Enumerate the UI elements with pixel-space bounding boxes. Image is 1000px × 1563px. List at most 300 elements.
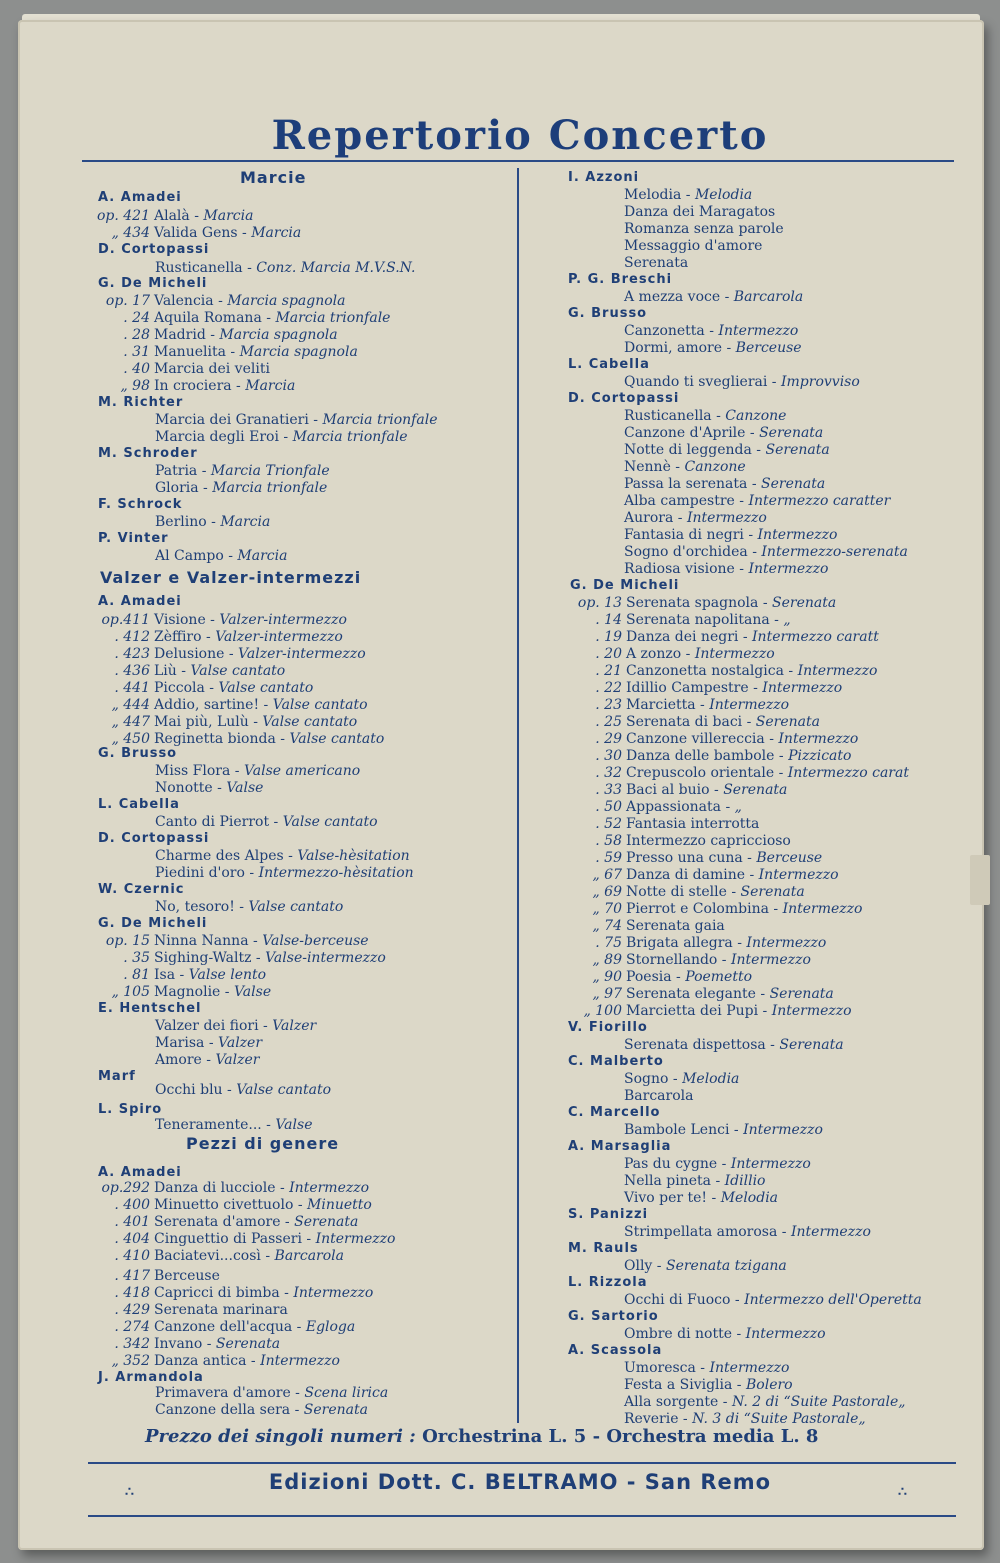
genre-separator: - [747, 476, 762, 492]
piece-title: Marcia degli Eroi [155, 429, 279, 445]
composer-name: J. Armandola [98, 1370, 204, 1385]
piece-title: Canto di Pierrot [155, 814, 270, 830]
piece-genre: Intermezzo [748, 561, 829, 577]
catalog-entry [566, 833, 791, 849]
composer-name: L. Spiro [98, 1102, 163, 1117]
catalog-entry [624, 527, 837, 543]
genre-separator: - [717, 1156, 731, 1172]
title-rule [82, 160, 954, 162]
catalog-entry [155, 1402, 368, 1418]
piece-genre: Intermezzo [709, 697, 790, 713]
catalog-entry [566, 731, 858, 747]
piece-genre: Berceuse [756, 850, 823, 866]
catalog-entry [566, 935, 826, 951]
section-heading: Marcie [240, 168, 307, 187]
genre-separator: - [206, 514, 221, 530]
catalog-entry [624, 408, 786, 424]
opus-number: op. 15 [105, 933, 150, 949]
piece-title: Canzone della sera [155, 1402, 291, 1418]
piece-genre: Marcia trionfale [275, 310, 391, 326]
price-label: Prezzo dei singoli numeri : [145, 1426, 416, 1447]
genre-separator: - [234, 899, 249, 915]
piece-genre: Intermezzo [686, 510, 767, 526]
catalog-entry [155, 814, 378, 830]
piece-genre: Serenata [779, 1037, 844, 1053]
catalog-entry [624, 1156, 811, 1172]
piece-genre: Valse cantato [262, 714, 358, 730]
catalog-entry [94, 680, 313, 696]
genre-separator: - [707, 1190, 721, 1206]
catalog-entry [624, 323, 798, 339]
catalog-entry [94, 663, 285, 679]
catalog-entry [566, 901, 862, 917]
catalog-entry [94, 327, 338, 343]
piece-title: Crepuscolo orientale [626, 765, 775, 781]
genre-separator: - [261, 310, 276, 326]
catalog-entry [566, 816, 759, 832]
genre-separator: - [671, 969, 686, 985]
catalog-entry [155, 1385, 388, 1401]
piece-title: Marcietta dei Pupi [626, 1003, 759, 1019]
opus-number: „ 450 [111, 731, 150, 747]
piece-genre: Intermezzo [731, 952, 811, 968]
piece-title: Canzone villereccia [626, 731, 765, 747]
ornament-left: ∴ [125, 1484, 134, 1500]
opus-number: . 400 [114, 1197, 150, 1213]
genre-separator: - [205, 612, 220, 628]
catalog-entry [624, 1088, 693, 1104]
genre-separator: - [242, 260, 257, 276]
piece-title: Pas du cygne [624, 1156, 718, 1172]
genre-separator: - [695, 697, 710, 713]
piece-genre: Valse cantato [272, 697, 368, 713]
piece-title: Strimpellata amorosa [624, 1224, 778, 1240]
genre-separator: - [774, 748, 789, 764]
genre-separator: - [261, 1117, 276, 1133]
opus-number: . 429 [114, 1302, 150, 1318]
piece-genre: Idillio [724, 1173, 766, 1189]
genre-separator: - [695, 1360, 710, 1376]
piece-genre: Scena lirica [304, 1385, 389, 1401]
catalog-entry [155, 548, 287, 564]
piece-genre: Intermezzo-hèsitation [258, 865, 414, 881]
piece-title: Berceuse [154, 1268, 220, 1284]
piece-genre: Melodia [694, 187, 753, 203]
genre-separator: - [767, 374, 781, 390]
piece-genre: Minuetto [307, 1197, 372, 1213]
piece-genre: Intermezzo [758, 867, 839, 883]
genre-separator: - [248, 714, 263, 730]
genre-separator: - [711, 408, 726, 424]
genre-separator: - [231, 378, 246, 394]
catalog-entry [94, 378, 295, 394]
genre-separator: - [260, 1248, 275, 1264]
piece-title: Rusticanella [624, 408, 712, 424]
piece-title: Amore [155, 1052, 202, 1068]
paper-tab [970, 855, 990, 905]
piece-title: Primavera d'amore [155, 1385, 291, 1401]
piece-genre: Serenata [759, 425, 824, 441]
opus-number: op.411 [101, 612, 150, 628]
catalog-entry [94, 950, 386, 966]
opus-number: . 441 [114, 680, 150, 696]
opus-number: . 31 [123, 344, 150, 360]
ornament-right: ∴ [898, 1484, 907, 1500]
composer-name: A. Scassola [568, 1343, 663, 1358]
composer-name: A. Marsaglia [568, 1139, 672, 1154]
composer-name: G. Brusso [568, 306, 648, 321]
composer-name: D. Cortopassi [568, 391, 680, 406]
opus-number: . 401 [114, 1214, 150, 1230]
genre-separator: - [279, 1285, 294, 1301]
piece-genre: Marcia [237, 548, 288, 564]
genre-separator: - [720, 289, 734, 305]
catalog-entry [94, 646, 366, 662]
piece-genre: Serenata [215, 1336, 281, 1352]
composer-name: L. Cabella [568, 357, 650, 372]
catalog-entry [566, 867, 839, 883]
piece-genre: Valzer [218, 1035, 263, 1051]
piece-title: Alba campestre [624, 493, 735, 509]
piece-title: Serenata spagnola [626, 595, 759, 611]
catalog-entry [94, 225, 301, 241]
genre-separator: - [765, 1037, 780, 1053]
piece-title: Sogno [624, 1071, 669, 1087]
piece-title: Marisa [155, 1035, 205, 1051]
piece-title: Valzer dei fiori [155, 1018, 259, 1034]
piece-title: Fantasia interrotta [626, 816, 760, 832]
catalog-entry [566, 1003, 852, 1019]
catalog-entry [94, 1180, 369, 1196]
piece-title: Pierrot e Colombina [626, 901, 769, 917]
composer-name: D. Cortopassi [98, 831, 210, 846]
opus-number: . 30 [595, 748, 622, 764]
piece-genre: Valse-berceuse [262, 933, 369, 949]
piece-title: Serenata elegante [626, 986, 756, 1002]
piece-title: Alla sorgente [624, 1394, 719, 1410]
piece-genre: Intermezzo [746, 935, 827, 951]
piece-title: Canzonetta [624, 323, 705, 339]
genre-separator: - [681, 187, 695, 203]
piece-title: Reverie [624, 1411, 679, 1427]
genre-separator: - [244, 865, 259, 881]
opus-number: „ 352 [111, 1353, 150, 1369]
genre-separator: - [711, 1173, 725, 1189]
piece-genre: Serenata tzigana [665, 1258, 787, 1274]
opus-number: . 436 [114, 663, 150, 679]
catalog-entry [94, 293, 345, 309]
piece-title: Messaggio d'amore [624, 238, 763, 254]
catalog-entry [155, 865, 414, 881]
catalog-entry [94, 697, 368, 713]
composer-name: G. Sartorio [568, 1309, 659, 1324]
piece-title: Serenata [624, 255, 689, 271]
piece-genre: Canzone [725, 408, 787, 424]
catalog-entry [155, 1035, 262, 1051]
piece-title: Nennè [624, 459, 671, 475]
piece-genre: Valzer-intermezzo [238, 646, 366, 662]
genre-separator: - [748, 680, 763, 696]
catalog-entry [155, 1117, 312, 1133]
piece-title: A mezza voce [624, 289, 721, 305]
piece-title: Idillio Campestre [626, 680, 749, 696]
genre-separator: - [681, 646, 695, 662]
opus-number: . 50 [595, 799, 622, 815]
piece-title: Nella pineta [624, 1173, 712, 1189]
piece-genre: Valse-hèsitation [297, 848, 410, 864]
piece-genre: Valzer-intermezzo [219, 612, 347, 628]
piece-genre: Melodia [682, 1071, 740, 1087]
catalog-entry [94, 1268, 220, 1284]
genre-separator: - [175, 967, 189, 983]
genre-separator: - [769, 612, 784, 628]
piece-title: Dormi, amore [624, 340, 723, 356]
piece-title: A zonzo [626, 646, 682, 662]
composer-name: F. Schrock [98, 497, 183, 512]
composer-name: M. Richter [98, 395, 184, 410]
piece-genre: Intermezzo [293, 1285, 374, 1301]
piece-title: Manuelita [154, 344, 226, 360]
piece-title: Berlino [155, 514, 207, 530]
catalog-entry [94, 1353, 340, 1369]
genre-separator: - [745, 425, 760, 441]
piece-title: Notte di leggenda [624, 442, 752, 458]
piece-title: Intermezzo capriccioso [626, 833, 791, 849]
opus-number: . 23 [595, 697, 622, 713]
genre-separator: - [732, 935, 747, 951]
opus-number: . 19 [595, 629, 622, 645]
genre-separator: - [246, 1353, 261, 1369]
genre-separator: - [251, 950, 266, 966]
genre-separator: - [678, 1411, 693, 1427]
piece-genre: Valse lento [188, 967, 267, 983]
piece-title: Fantasia di negri [624, 527, 744, 543]
piece-genre: Valse-intermezzo [265, 950, 386, 966]
piece-genre: Intermezzo caratt [752, 629, 879, 645]
opus-number: . 75 [595, 935, 622, 951]
genre-separator: - [758, 595, 773, 611]
piece-title: Serenata marinara [154, 1302, 288, 1318]
footer-rule-top [88, 1462, 956, 1464]
catalog-entry [155, 780, 263, 796]
piece-genre: Intermezzo [771, 1003, 852, 1019]
genre-separator: - [224, 646, 239, 662]
genre-separator: - [225, 344, 240, 360]
genre-separator: - [717, 952, 731, 968]
piece-genre: Intermezzo [745, 1326, 826, 1342]
opus-number: „ 105 [111, 984, 150, 1000]
piece-title: Barcarola [624, 1088, 694, 1104]
genre-separator: - [743, 527, 758, 543]
genre-separator: - [280, 1214, 295, 1230]
piece-genre: Intermezzo carat [787, 765, 909, 781]
piece-genre: Intermezzo [743, 1122, 823, 1138]
piece-title: Liù [154, 663, 177, 679]
catalog-entry [624, 1071, 739, 1087]
catalog-entry [624, 374, 860, 390]
opus-number: . 21 [595, 663, 622, 679]
piece-title: Danza dei Maragatos [624, 204, 776, 220]
catalog-entry [94, 1302, 288, 1318]
piece-title: Reginetta bionda [154, 731, 276, 747]
piece-title: Umoresca [624, 1360, 696, 1376]
piece-genre: Intermezzo-serenata [761, 544, 908, 560]
composer-name: G. De Micheli [570, 578, 680, 593]
piece-title: Baciatevi...così [154, 1248, 261, 1264]
genre-separator: - [222, 1082, 237, 1098]
opus-number: „ 100 [583, 1003, 622, 1019]
catalog-entry [566, 850, 822, 866]
composer-name: M. Schroder [98, 446, 198, 461]
catalog-entry [566, 680, 842, 696]
piece-genre: Barcarola [733, 289, 804, 305]
opus-number: . 20 [595, 646, 622, 662]
piece-genre: Serenata [723, 782, 788, 798]
catalog-entry [624, 221, 784, 237]
catalog-entry [155, 848, 410, 864]
piece-title: Vivo per te! [624, 1190, 708, 1206]
price-orchestrina: Orchestrina L. 5 [422, 1426, 587, 1447]
piece-genre: Valse [275, 1117, 313, 1133]
opus-number: „ 434 [111, 225, 150, 241]
piece-genre: Serenata [740, 884, 805, 900]
catalog-entry [624, 442, 830, 458]
catalog-entry [155, 1052, 259, 1068]
genre-separator: - [709, 782, 724, 798]
piece-title: Danza delle bambole [626, 748, 775, 764]
catalog-entry [566, 986, 834, 1002]
piece-title: Bambole Lenci [624, 1122, 730, 1138]
genre-separator: - [652, 1258, 666, 1274]
piece-title: Capricci di bimba [154, 1285, 280, 1301]
catalog-entry [624, 1292, 922, 1308]
price-line [145, 1426, 818, 1447]
piece-title: Serenata dispettosa [624, 1037, 766, 1053]
piece-title: Danza di lucciole [154, 1180, 276, 1196]
catalog-entry [624, 1394, 906, 1410]
opus-number: . 25 [595, 714, 622, 730]
section-heading: Valzer e Valzer-intermezzi [100, 568, 362, 587]
genre-separator: - [777, 1224, 791, 1240]
footer-rule-bottom [88, 1515, 956, 1517]
genre-separator: - [278, 429, 293, 445]
genre-separator: - [704, 323, 719, 339]
piece-genre: Valzer [272, 1018, 317, 1034]
genre-separator: - [726, 884, 741, 900]
piece-genre: Poemetto [685, 969, 753, 985]
piece-title: Gloria [155, 480, 199, 496]
piece-title: Marcia dei veliti [154, 361, 270, 377]
genre-separator: - [212, 780, 227, 796]
piece-genre: Barcarola [274, 1248, 344, 1264]
piece-genre: Valse cantato [282, 814, 378, 830]
piece-title: Teneramente... [155, 1117, 262, 1133]
opus-number: „ 98 [120, 378, 150, 394]
piece-title: Serenata gaia [626, 918, 725, 934]
piece-title: Alalà [154, 208, 190, 224]
catalog-entry [155, 463, 330, 479]
piece-title: Canzonetta nostalgica [626, 663, 784, 679]
catalog-entry [155, 480, 327, 496]
piece-title: Marcia dei Granatieri [155, 412, 309, 428]
piece-title: Serenata di baci [626, 714, 743, 730]
opus-number: „ 70 [592, 901, 622, 917]
piece-genre: „ [783, 612, 791, 628]
opus-number: „ 444 [111, 697, 150, 713]
piece-title: Marcietta [626, 697, 696, 713]
piece-title: Ninna Nanna [154, 933, 249, 949]
genre-separator: - [223, 548, 238, 564]
catalog-entry [624, 425, 823, 441]
piece-title: Stornellando [626, 952, 718, 968]
page-title: Repertorio Concerto [271, 112, 769, 159]
piece-genre: Marcia spagnola [227, 293, 346, 309]
catalog-entry [94, 1214, 358, 1230]
opus-number: . 22 [595, 680, 622, 696]
catalog-entry [624, 1173, 766, 1189]
catalog-entry [624, 459, 746, 475]
catalog-entry [155, 260, 415, 276]
genre-separator: - [259, 697, 273, 713]
piece-title: Occhi blu [155, 1082, 223, 1098]
genre-separator: - [269, 814, 283, 830]
catalog-entry [566, 646, 775, 662]
catalog-entry [624, 289, 803, 305]
piece-title: Canzone d'Aprile [624, 425, 746, 441]
piece-genre: Valse [226, 780, 264, 796]
genre-separator: - [768, 901, 783, 917]
catalog-entry [94, 933, 369, 949]
catalog-entry [94, 1231, 395, 1247]
piece-title: Valencia [154, 293, 214, 309]
catalog-entry [624, 238, 762, 254]
piece-genre: N. 2 di “Suite Pastorale„ [731, 1394, 906, 1410]
piece-genre: „ [734, 799, 742, 815]
piece-genre: Intermezzo [730, 1156, 811, 1172]
genre-separator: - [742, 714, 756, 730]
composer-name: V. Fiorillo [568, 1020, 648, 1035]
genre-separator: - [198, 480, 213, 496]
opus-number: „ 69 [592, 884, 622, 900]
genre-separator: - [258, 1018, 273, 1034]
piece-genre: Serenata [772, 595, 837, 611]
genre-separator: - [275, 1180, 290, 1196]
piece-genre: Bolero [746, 1377, 793, 1393]
piece-genre: Serenata [761, 476, 826, 492]
piece-genre: N. 3 di “Suite Pastorale„ [692, 1411, 866, 1427]
genre-separator: - [668, 1071, 683, 1087]
opus-number: . 28 [123, 327, 150, 343]
piece-genre: Intermezzo [757, 527, 838, 543]
catalog-entry [624, 1190, 778, 1206]
catalog-entry [566, 952, 811, 968]
piece-genre: Conz. Marcia M.V.S.N. [256, 260, 416, 276]
genre-separator: - [722, 340, 736, 356]
catalog-entry [94, 310, 390, 326]
piece-genre: Intermezzo dell'Operetta [744, 1292, 922, 1308]
genre-separator: - [745, 867, 759, 883]
piece-title: Baci al buio [626, 782, 710, 798]
composer-name: D. Cortopassi [98, 242, 210, 257]
piece-title: Piedini d'oro [155, 865, 245, 881]
piece-title: Appassionata [626, 799, 721, 815]
opus-number: „ 447 [111, 714, 150, 730]
opus-number: . 32 [595, 765, 622, 781]
opus-number: op.292 [101, 1180, 150, 1196]
piece-title: Piccola [154, 680, 205, 696]
genre-separator: - [673, 510, 687, 526]
piece-title: Melodia [624, 187, 682, 203]
